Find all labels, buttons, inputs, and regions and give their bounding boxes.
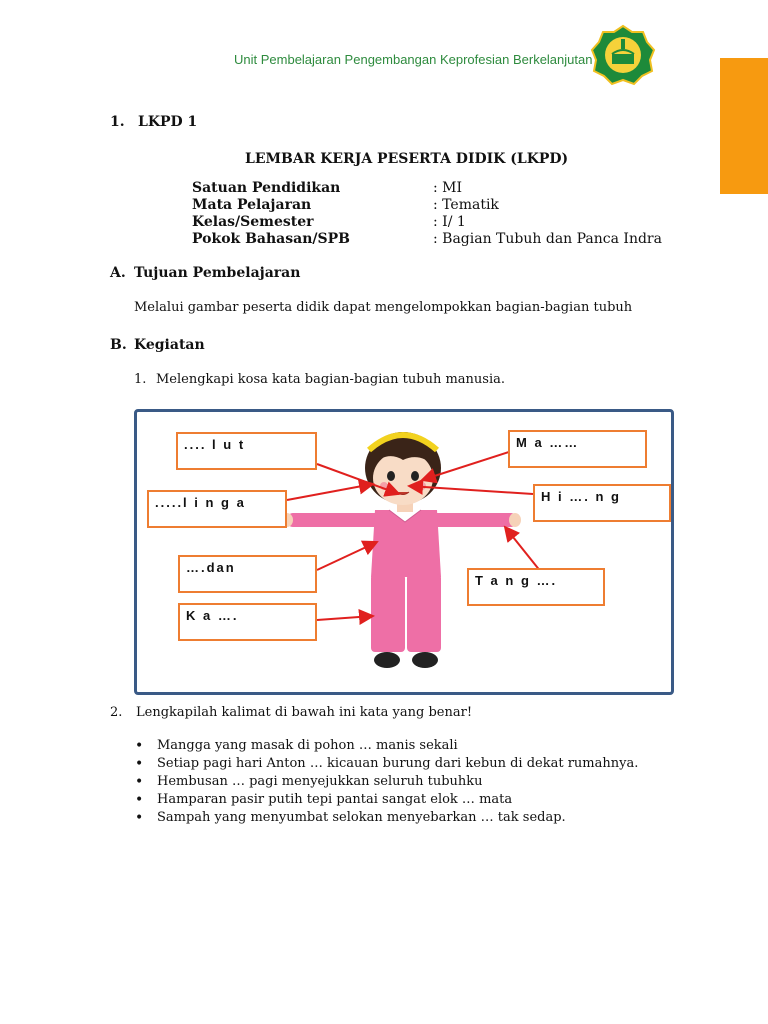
section-b-title: Kegiatan [134,337,205,353]
activity1-text: Melengkapi kosa kata bagian-bagian tubuh manusia. [156,372,505,387]
section-title: LKPD 1 [138,114,198,130]
list-item: • Mangga yang masak di pohon … manis sekali [135,737,638,755]
label-box-mulut[interactable]: .... l u t [176,432,317,470]
section-a-letter: A. [110,265,126,281]
label-box-hidung[interactable]: H i …. n g [533,484,671,522]
section-a-text: Melalui gambar peserta didik dapat mengelompokkan bagian-bagian tubuh [134,300,633,315]
list-item: • Hembusan … pagi menyejukkan seluruh tubuhku [135,773,638,791]
list-item: • Sampah yang menyumbat selokan menyebarkan … tak sedap. [135,809,638,827]
info-label: Pokok Bahasan/SPB [192,231,350,247]
list-item: • Setiap pagi hari Anton … kicauan burung dari kebun di dekat rumahnya. [135,755,638,773]
info-value: : MI [433,180,463,196]
label-box-telinga[interactable]: .....l i n g a [147,490,287,528]
info-value: : Tematik [433,197,499,213]
body-parts-frame [134,409,674,695]
header-title: Unit Pembelajaran Pengembangan Keprofesian Berkelanjutan [234,52,593,67]
side-tab [720,58,768,194]
label-box-tangan[interactable]: T a n g …. [467,568,605,606]
ministry-logo [590,24,656,86]
sentence-list [135,737,638,827]
info-label: Satuan Pendidikan [192,180,341,196]
activity2-number: 2. [110,705,123,720]
info-label: Mata Pelajaran [192,197,312,213]
activity1-number: 1. [134,372,147,387]
activity2-text: Lengkapilah kalimat di bawah ini kata yang benar! [136,705,473,720]
document-title: LEMBAR KERJA PESERTA DIDIK (LKPD) [245,151,569,167]
label-box-kaki[interactable]: K a …. [178,603,317,641]
section-a-title: Tujuan Pembelajaran [134,265,301,281]
label-box-mata[interactable]: M a …… [508,430,647,468]
label-box-badan[interactable]: ….dan [178,555,317,593]
info-value: : I/ 1 [433,214,466,230]
info-label: Kelas/Semester [192,214,314,230]
section-b-letter: B. [110,337,127,353]
info-value: : Bagian Tubuh dan Panca Indra [433,231,662,247]
section-number: 1. [110,114,125,130]
list-item: • Hamparan pasir putih tepi pantai sangat elok … mata [135,791,638,809]
